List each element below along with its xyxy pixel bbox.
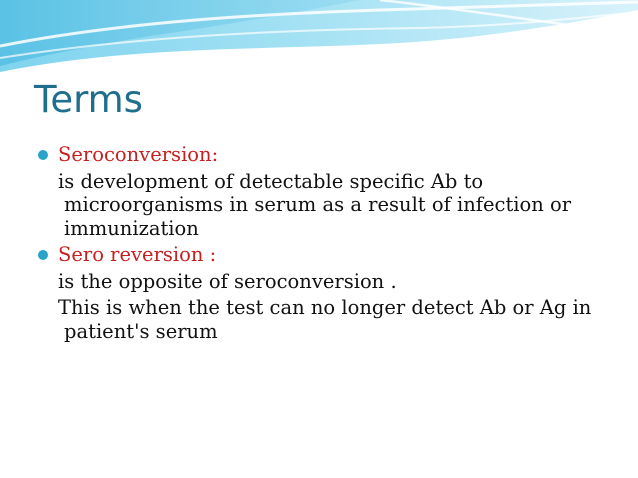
term-heading: Sero reversion : [58, 243, 217, 266]
term-explanation: This is when the test can no longer detect Ab or Ag in patient's serum [58, 296, 592, 343]
bullet-item-sero-reversion [38, 243, 618, 267]
decorative-wave-header [0, 0, 638, 80]
slide-content [38, 143, 618, 346]
slide-title: Terms [34, 78, 143, 121]
term-definition: is the opposite of seroconversion . [58, 269, 397, 293]
term-heading: Seroconversion: [58, 143, 219, 166]
bullet-dot-icon [38, 150, 48, 160]
term-definition: is development of detectable specific Ab to microorganisms in serum as a result of infection or immunization [58, 169, 572, 240]
bullet-dot-icon [38, 250, 48, 260]
bullet-item-seroconversion [38, 143, 618, 167]
